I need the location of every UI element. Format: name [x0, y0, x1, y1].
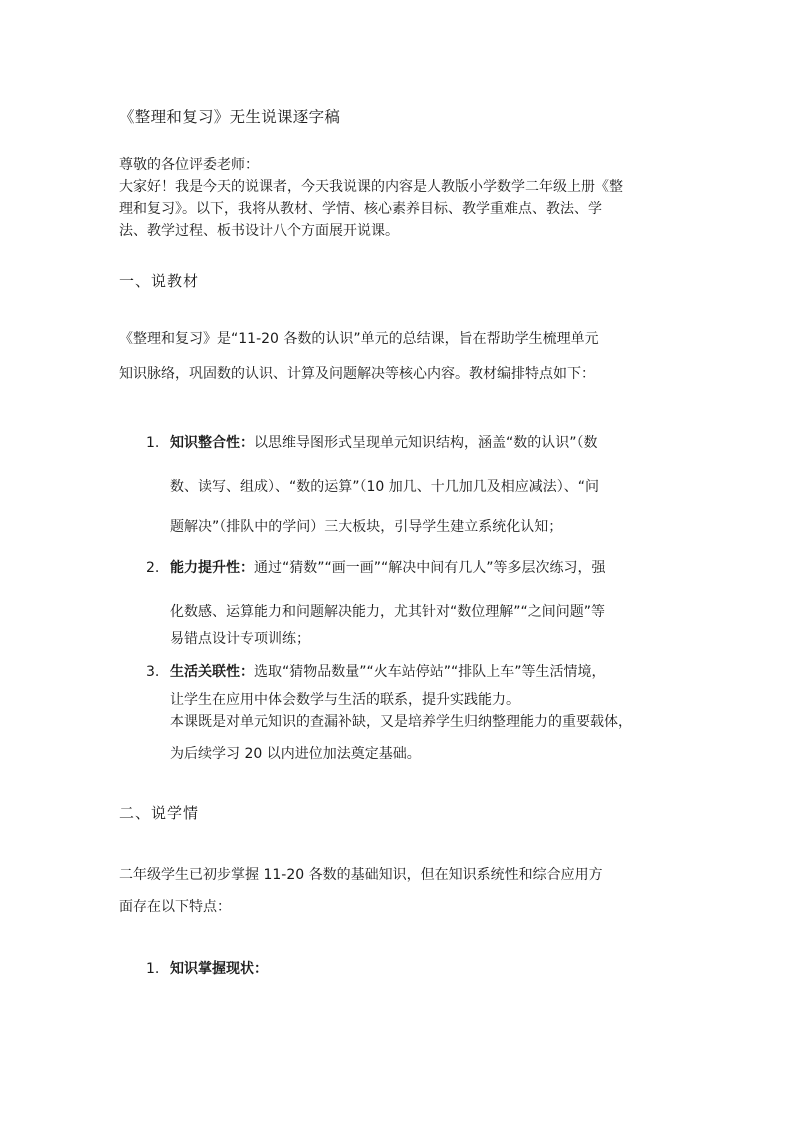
item-text-line: 化数感、运算能力和问题解决能力，尤其针对“数位理解”“之间问题”等	[170, 604, 606, 620]
materials-para-line-2: 知识脉络，巩固数的认识、计算及问题解决等核心内容。教材编排特点如下：	[119, 366, 595, 382]
materials-para-line-1: 《整理和复习》是“11-20 各数的认识”单元的总结课，旨在帮助学生梳理单元	[119, 331, 599, 347]
item-label: 能力提升性：	[170, 560, 254, 576]
list-number: 1.	[146, 961, 160, 977]
students-para-line-2: 面存在以下特点：	[119, 899, 231, 915]
item-text-line: 为后续学习 20 以内进位加法奠定基础。	[170, 746, 421, 762]
intro-line-2: 理和复习》。以下，我将从教材、学情、核心素养目标、教学重难点、教法、学	[119, 201, 602, 217]
greeting: 尊敬的各位评委老师：	[119, 157, 259, 173]
section-heading-students: 二、说学情	[119, 804, 200, 822]
item-text-line: 本课既是对单元知识的查漏补缺，又是培养学生归纳整理能力的重要载体，	[170, 714, 632, 730]
list-number: 2.	[146, 560, 160, 576]
section-heading-materials: 一、说教材	[119, 272, 200, 290]
item-label: 知识整合性：	[170, 435, 254, 451]
item-text-line: 题解决”（排队中的学问）三大板块，引导学生建立系统化认知；	[170, 519, 563, 535]
item-text: 选取“猜物品数量”“火车站停站”“排队上车”等生活情境，	[254, 664, 606, 680]
item-text: 以思维导图形式呈现单元知识结构，涵盖“数的认识”（数	[254, 435, 598, 451]
item-label: 生活关联性：	[170, 664, 254, 680]
item-label: 知识掌握现状：	[170, 961, 268, 977]
list-item	[170, 960, 268, 978]
item-text-line: 易错点设计专项训练；	[170, 631, 310, 647]
list-item	[170, 434, 598, 452]
list-item	[170, 559, 606, 577]
list-number: 1.	[146, 435, 160, 451]
intro-line-1: 大家好！我是今天的说课者，今天我说课的内容是人教版小学数学二年级上册《整	[119, 179, 623, 195]
intro-line-3: 法、教学过程、板书设计八个方面展开说课。	[119, 223, 399, 239]
list-number: 3.	[146, 664, 160, 680]
item-text-line: 让学生在应用中体会数学与生活的联系，提升实践能力。	[170, 692, 520, 708]
item-text-line: 数、读写、组成）、“数的运算”（10 加几、十几加几及相应减法）、“问	[170, 479, 600, 495]
list-item	[170, 663, 606, 681]
students-para-line-1: 二年级学生已初步掌握 11-20 各数的基础知识，但在知识系统性和综合应用方	[119, 867, 603, 883]
document-title: 《整理和复习》无生说课逐字稿	[119, 108, 341, 126]
item-text: 通过“猜数”“画一画”“解决中间有几人”等多层次练习，强	[254, 560, 606, 576]
